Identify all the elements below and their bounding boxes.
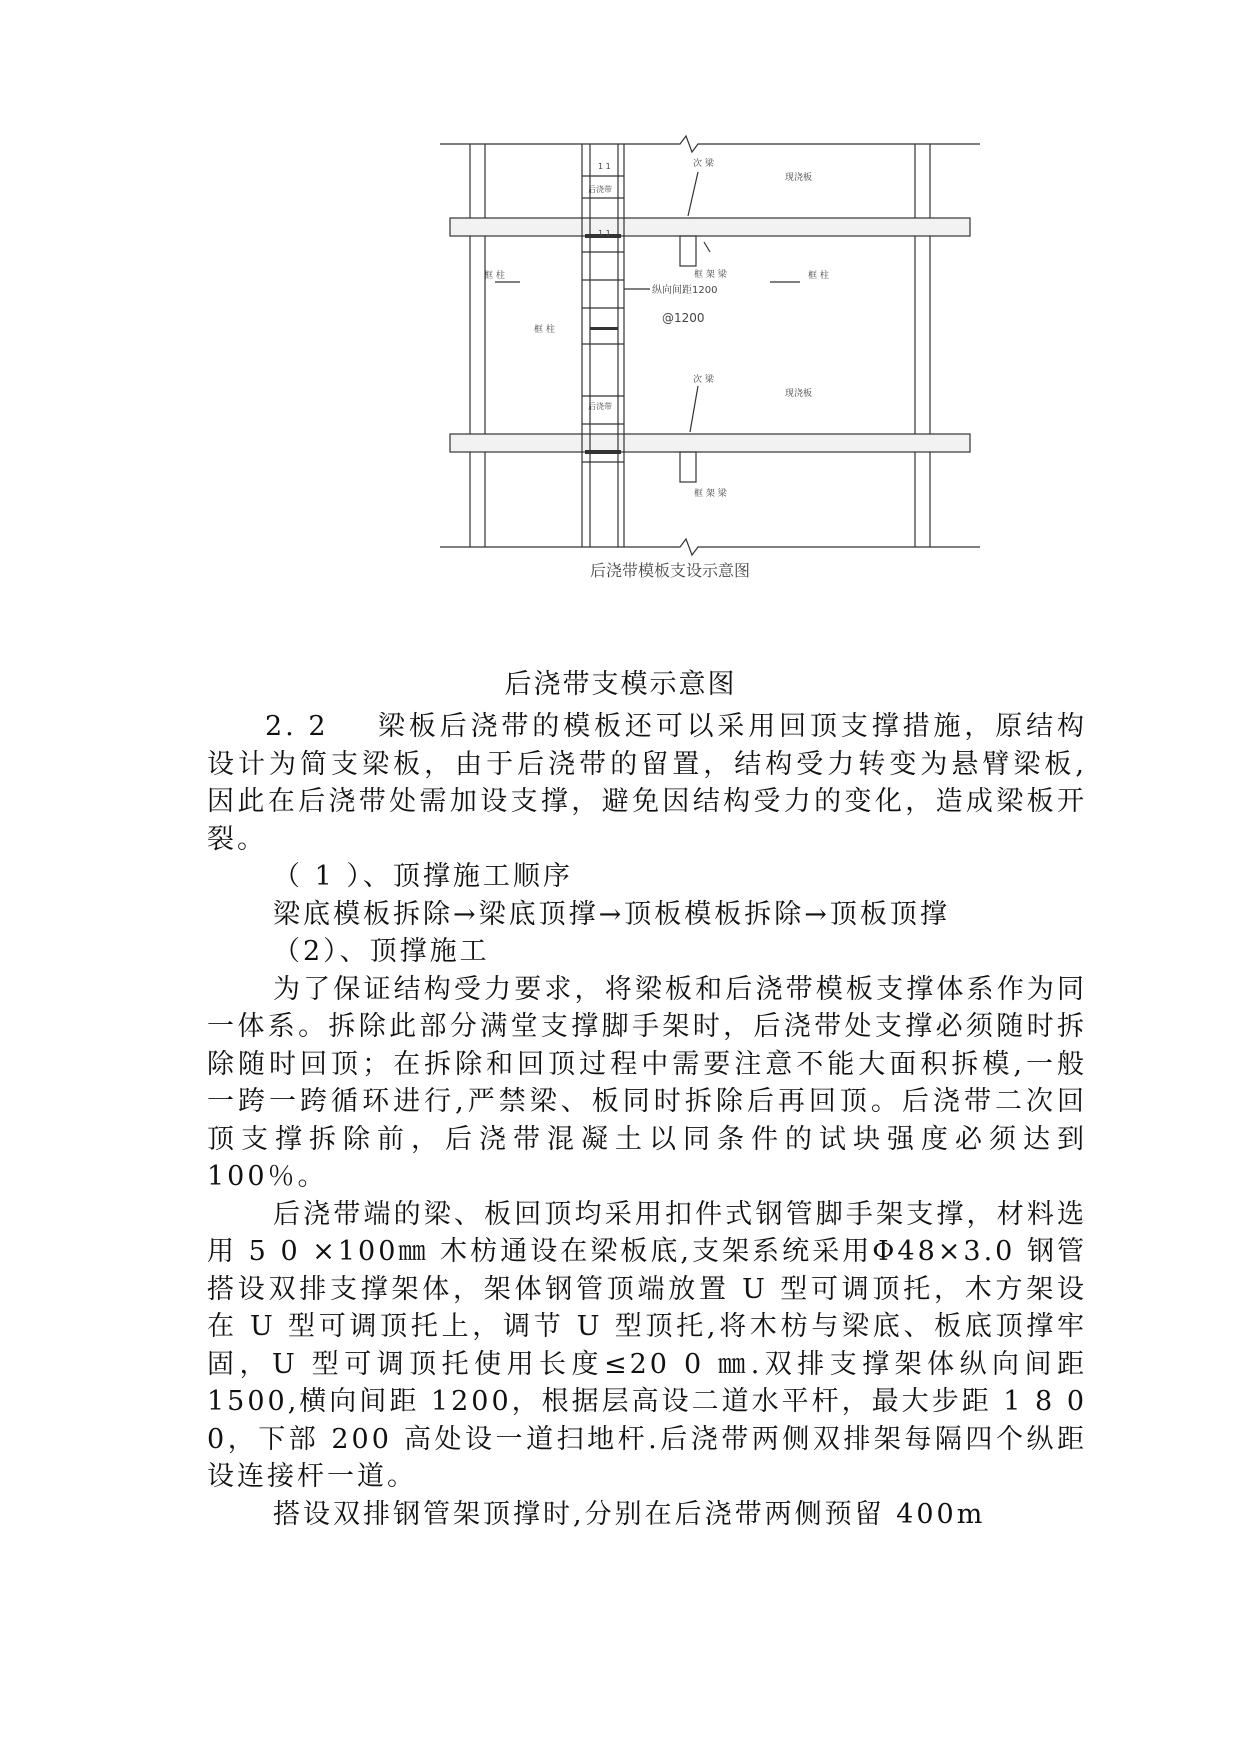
list-item-3: （2）、顶撑施工 — [273, 936, 490, 967]
label-post-pour-strip-top: 后浇带 — [588, 185, 612, 194]
list-item-1: （ 1 ）、顶撑施工顺序 — [273, 861, 573, 892]
label-section-mark-1: 1 1 — [598, 162, 611, 171]
paragraph-3: 搭设双排钢管架顶撑时,分别在后浇带两侧预留 400m — [273, 1498, 986, 1530]
paragraph-2: 后浇带端的梁、板回顶均采用扣件式钢管脚手架支撑，材料选用 5 0 ×100㎜ 木枋通设在梁板底,支架系统采用Φ48×3.0 钢管搭设双排支撑架体，架体钢管顶端放置 U 型可调顶托，木方架设在 U 型可调顶托上，调节 U 型顶托,将木枋与梁底、板底顶撑牢固，U 型可调顶托使用长度≤20 0 ㎜.双排支撑架体纵向间距 1500,横向间距 1200，根据层高设二道水平杆，最大步距 1 8 0 0，下部 200 高处设一道扫地杆.后浇带两侧双排架每隔四个纵距设连接杆一道。 — [207, 1198, 1087, 1492]
section-number: 2. 2 — [265, 711, 329, 742]
label-spacing: @1200 — [662, 311, 705, 325]
label-post-pour-strip-bottom: 后浇带 — [588, 402, 612, 411]
paragraph-1: 为了保证结构受力要求，将梁板和后浇带模板支撑体系作为同一体系。拆除此部分满堂支撑脚手架时，后浇带处支撑必须随时拆除随时回顶；在拆除和回顶过程中需要注意不能大面积拆模,一般一跨一跨循环进行,严禁梁、板同时拆除后再回顶。后浇带二次回顶支撑拆除前，后浇带混凝土以同条件的试块强度必须达到 100％。 — [207, 973, 1087, 1192]
label-frame-column-mid: 框 柱 — [534, 325, 555, 335]
formwork-drawing — [440, 132, 980, 592]
post-pour-strip-formwork-diagram — [440, 132, 980, 592]
label-section-mark-2: 1 1 — [598, 229, 611, 238]
label-frame-beam-top: 框 架 梁 — [694, 270, 727, 280]
label-secondary-beam-bottom: 次 梁 — [693, 375, 714, 385]
label-cast-slab-bottom: 现浇板 — [785, 389, 813, 399]
figure-caption: 后浇带支模示意图 — [504, 669, 737, 700]
label-secondary-beam-top: 次 梁 — [693, 159, 714, 169]
list-item-2: 梁底模板拆除→梁底顶撑→顶板模板拆除→顶板顶撑 — [273, 898, 950, 930]
body-text — [207, 708, 1087, 1533]
label-frame-beam-bottom: 框 架 梁 — [694, 489, 727, 499]
label-frame-column-right: 框 柱 — [808, 271, 829, 281]
label-longitudinal-spacing: 纵向间距1200 — [652, 285, 718, 296]
section-intro: 梁板后浇带的模板还可以采用回顶支撑措施，原结构设计为简支梁板，由于后浇带的留置，结构受力转变为悬臂梁板,因此在后浇带处需加设支撑，避免因结构受力的变化，造成梁板开裂。 — [207, 711, 1087, 855]
section-2-2-paragraph — [207, 708, 1087, 858]
label-frame-column-left: 框 柱 — [484, 271, 505, 281]
label-cast-slab-top: 现浇板 — [785, 173, 813, 183]
drawing-title: 后浇带模板支设示意图 — [590, 561, 751, 580]
